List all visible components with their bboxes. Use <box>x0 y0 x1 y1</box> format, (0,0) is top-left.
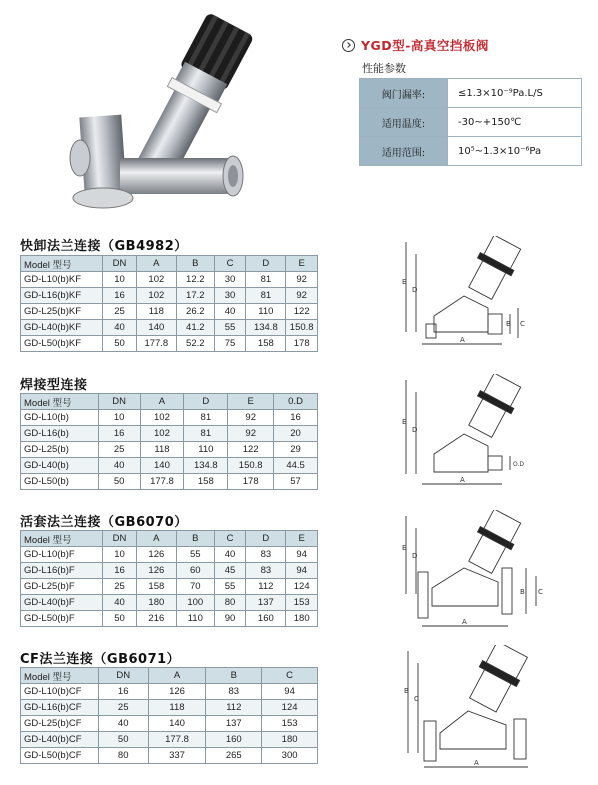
value-cell: 126 <box>136 547 176 563</box>
section-title-cf: CF法兰连接（GB6071） <box>20 652 181 667</box>
value-cell: 300 <box>262 748 318 764</box>
model-cell: GD-L50(b)KF <box>21 336 103 352</box>
product-photo <box>30 8 270 218</box>
value-cell: 81 <box>184 426 228 442</box>
value-cell: 94 <box>286 547 318 563</box>
model-cell: GD-L25(b)KF <box>21 304 103 320</box>
column-header: A <box>136 256 176 272</box>
value-cell: 158 <box>136 579 176 595</box>
value-cell: 57 <box>274 474 318 490</box>
value-cell: 40 <box>214 547 246 563</box>
model-cell: GD-L25(b) <box>21 442 99 458</box>
column-header: E <box>228 394 274 410</box>
column-header: Model 型号 <box>21 531 103 547</box>
table-row <box>21 547 318 563</box>
performance-value: ≤1.3×10⁻⁹Pa.L/S <box>448 79 582 108</box>
table-row <box>21 272 318 288</box>
value-cell: 177.8 <box>140 474 184 490</box>
dim-label: E <box>402 544 407 552</box>
value-cell: 40 <box>214 304 246 320</box>
value-cell: 40 <box>98 716 148 732</box>
spec-table-kf <box>20 255 318 352</box>
value-cell: 94 <box>262 684 318 700</box>
circle-arrow-icon <box>342 39 355 52</box>
value-cell: 40 <box>98 458 140 474</box>
value-cell: 50 <box>103 336 137 352</box>
table-row <box>21 336 318 352</box>
column-header: C <box>214 256 246 272</box>
value-cell: 137 <box>246 595 286 611</box>
dim-label: B <box>506 320 511 328</box>
value-cell: 110 <box>184 442 228 458</box>
value-cell: 83 <box>246 563 286 579</box>
section-title-weld: 焊接型连接 <box>20 378 88 393</box>
table-row <box>21 304 318 320</box>
dim-label: O.D <box>513 461 525 468</box>
section-title-flange: 活套法兰连接（GB6070） <box>20 515 188 530</box>
dim-label: A <box>460 336 465 344</box>
value-cell: 134.8 <box>246 320 286 336</box>
performance-key: 适用范围: <box>360 137 448 166</box>
value-cell: 70 <box>176 579 214 595</box>
column-header: B <box>176 256 214 272</box>
value-cell: 153 <box>262 716 318 732</box>
table-header-row <box>21 668 318 684</box>
model-cell: GD-L10(b)F <box>21 547 103 563</box>
column-header: DN <box>98 394 140 410</box>
model-cell: GD-L16(b) <box>21 426 99 442</box>
column-header: 0.D <box>274 394 318 410</box>
value-cell: 30 <box>214 272 246 288</box>
model-cell: GD-L50(b)CF <box>21 748 99 764</box>
performance-table <box>359 78 582 166</box>
performance-key: 阀门漏率: <box>360 79 448 108</box>
value-cell: 150.8 <box>228 458 274 474</box>
column-header: C <box>262 668 318 684</box>
column-header: D <box>246 256 286 272</box>
table-row <box>21 611 318 627</box>
value-cell: 81 <box>184 410 228 426</box>
table-row <box>21 732 318 748</box>
value-cell: 25 <box>103 579 137 595</box>
value-cell: 110 <box>246 304 286 320</box>
dim-label: C <box>414 695 419 703</box>
dim-label: A <box>462 618 467 626</box>
value-cell: 140 <box>148 716 206 732</box>
dim-label: C <box>538 588 543 596</box>
column-header: A <box>140 394 184 410</box>
performance-row <box>360 79 582 108</box>
value-cell: 16 <box>98 426 140 442</box>
model-cell: GD-L40(b) <box>21 458 99 474</box>
model-cell: GD-L40(b)KF <box>21 320 103 336</box>
model-cell: GD-L10(b) <box>21 410 99 426</box>
value-cell: 25 <box>98 700 148 716</box>
column-header: Model 型号 <box>21 394 99 410</box>
value-cell: 124 <box>286 579 318 595</box>
table-row <box>21 748 318 764</box>
product-header <box>342 36 489 54</box>
value-cell: 25 <box>98 442 140 458</box>
drawing-cf <box>396 645 556 773</box>
value-cell: 124 <box>262 700 318 716</box>
value-cell: 29 <box>274 442 318 458</box>
value-cell: 80 <box>214 595 246 611</box>
column-header: DN <box>103 531 137 547</box>
model-cell: GD-L10(b)CF <box>21 684 99 700</box>
value-cell: 177.8 <box>136 336 176 352</box>
value-cell: 40 <box>103 320 137 336</box>
performance-value: -30~+150℃ <box>448 108 582 137</box>
value-cell: 160 <box>246 611 286 627</box>
value-cell: 92 <box>228 426 274 442</box>
column-header: B <box>176 531 214 547</box>
value-cell: 55 <box>176 547 214 563</box>
value-cell: 25 <box>103 304 137 320</box>
table-row <box>21 595 318 611</box>
table-row <box>21 700 318 716</box>
value-cell: 180 <box>262 732 318 748</box>
value-cell: 118 <box>148 700 206 716</box>
value-cell: 92 <box>286 288 318 304</box>
value-cell: 92 <box>228 410 274 426</box>
table-header-row <box>21 394 318 410</box>
value-cell: 158 <box>246 336 286 352</box>
model-cell: GD-L16(b)KF <box>21 288 103 304</box>
value-cell: 122 <box>228 442 274 458</box>
value-cell: 10 <box>103 272 137 288</box>
model-cell: GD-L25(b)F <box>21 579 103 595</box>
performance-key: 适用温度: <box>360 108 448 137</box>
value-cell: 16 <box>98 684 148 700</box>
value-cell: 122 <box>286 304 318 320</box>
value-cell: 102 <box>136 288 176 304</box>
value-cell: 126 <box>148 684 206 700</box>
drawing-weld <box>392 374 552 492</box>
model-cell: GD-L50(b) <box>21 474 99 490</box>
value-cell: 140 <box>140 458 184 474</box>
value-cell: 60 <box>176 563 214 579</box>
performance-row <box>360 108 582 137</box>
model-cell: GD-L16(b)CF <box>21 700 99 716</box>
column-header: B <box>206 668 262 684</box>
value-cell: 100 <box>176 595 214 611</box>
table-row <box>21 410 318 426</box>
value-cell: 83 <box>246 547 286 563</box>
value-cell: 90 <box>214 611 246 627</box>
value-cell: 112 <box>206 700 262 716</box>
value-cell: 26.2 <box>176 304 214 320</box>
value-cell: 180 <box>286 611 318 627</box>
value-cell: 75 <box>214 336 246 352</box>
section-title-kf: 快卸法兰连接（GB4982） <box>20 239 188 254</box>
dim-label: C <box>520 320 525 328</box>
column-header: Model 型号 <box>21 256 103 272</box>
value-cell: 17.2 <box>176 288 214 304</box>
value-cell: 50 <box>98 732 148 748</box>
value-cell: 150.8 <box>286 320 318 336</box>
column-header: D <box>246 531 286 547</box>
performance-row <box>360 137 582 166</box>
dim-label: A <box>474 759 479 767</box>
model-cell: GD-L40(b)F <box>21 595 103 611</box>
drawing-flange <box>392 510 560 632</box>
value-cell: 160 <box>206 732 262 748</box>
model-cell: GD-L50(b)F <box>21 611 103 627</box>
performance-value: 10⁵~1.3×10⁻⁶Pa <box>448 137 582 166</box>
value-cell: 134.8 <box>184 458 228 474</box>
column-header: A <box>148 668 206 684</box>
value-cell: 140 <box>136 320 176 336</box>
value-cell: 177.8 <box>148 732 206 748</box>
dim-label: B <box>404 687 409 695</box>
value-cell: 12.2 <box>176 272 214 288</box>
value-cell: 110 <box>176 611 214 627</box>
value-cell: 94 <box>286 563 318 579</box>
dim-label: D <box>412 552 418 560</box>
value-cell: 50 <box>98 474 140 490</box>
value-cell: 30 <box>214 288 246 304</box>
value-cell: 102 <box>140 410 184 426</box>
value-cell: 16 <box>103 563 137 579</box>
value-cell: 55 <box>214 320 246 336</box>
value-cell: 83 <box>206 684 262 700</box>
value-cell: 118 <box>136 304 176 320</box>
value-cell: 102 <box>140 426 184 442</box>
value-cell: 180 <box>136 595 176 611</box>
column-header: E <box>286 256 318 272</box>
value-cell: 10 <box>103 547 137 563</box>
column-header: E <box>286 531 318 547</box>
spec-table-cf <box>20 667 318 764</box>
spec-table-flange <box>20 530 318 627</box>
value-cell: 16 <box>274 410 318 426</box>
value-cell: 81 <box>246 288 286 304</box>
column-header: C <box>214 531 246 547</box>
value-cell: 80 <box>98 748 148 764</box>
value-cell: 265 <box>206 748 262 764</box>
value-cell: 92 <box>286 272 318 288</box>
value-cell: 81 <box>246 272 286 288</box>
value-cell: 126 <box>136 563 176 579</box>
value-cell: 112 <box>246 579 286 595</box>
dim-label: D <box>412 426 418 434</box>
value-cell: 337 <box>148 748 206 764</box>
table-row <box>21 320 318 336</box>
column-header: Model 型号 <box>21 668 99 684</box>
column-header: D <box>184 394 228 410</box>
value-cell: 178 <box>286 336 318 352</box>
table-row <box>21 684 318 700</box>
value-cell: 158 <box>184 474 228 490</box>
value-cell: 16 <box>103 288 137 304</box>
value-cell: 102 <box>136 272 176 288</box>
model-cell: GD-L25(b)CF <box>21 716 99 732</box>
value-cell: 153 <box>286 595 318 611</box>
dim-label: A <box>460 476 465 484</box>
drawing-kf <box>392 236 552 354</box>
value-cell: 55 <box>214 579 246 595</box>
model-cell: GD-L10(b)KF <box>21 272 103 288</box>
column-header: DN <box>103 256 137 272</box>
column-header: A <box>136 531 176 547</box>
value-cell: 44.5 <box>274 458 318 474</box>
value-cell: 20 <box>274 426 318 442</box>
table-row <box>21 288 318 304</box>
value-cell: 50 <box>103 611 137 627</box>
value-cell: 41.2 <box>176 320 214 336</box>
performance-label: 性能参数 <box>362 62 406 75</box>
table-row <box>21 442 318 458</box>
value-cell: 52.2 <box>176 336 214 352</box>
value-cell: 178 <box>228 474 274 490</box>
dim-label: E <box>402 418 407 426</box>
table-header-row <box>21 256 318 272</box>
value-cell: 10 <box>98 410 140 426</box>
value-cell: 118 <box>140 442 184 458</box>
table-row <box>21 716 318 732</box>
dim-label: E <box>402 278 407 286</box>
model-cell: GD-L16(b)F <box>21 563 103 579</box>
value-cell: 216 <box>136 611 176 627</box>
column-header: DN <box>98 668 148 684</box>
dim-label: B <box>520 588 525 596</box>
table-row <box>21 458 318 474</box>
dim-label: D <box>412 286 418 294</box>
table-header-row <box>21 531 318 547</box>
table-row <box>21 474 318 490</box>
table-row <box>21 563 318 579</box>
value-cell: 137 <box>206 716 262 732</box>
table-row <box>21 579 318 595</box>
table-row <box>21 426 318 442</box>
model-cell: GD-L40(b)CF <box>21 732 99 748</box>
product-title: YGD型-高真空挡板阀 <box>361 38 489 53</box>
value-cell: 40 <box>103 595 137 611</box>
value-cell: 45 <box>214 563 246 579</box>
spec-table-weld <box>20 393 318 490</box>
